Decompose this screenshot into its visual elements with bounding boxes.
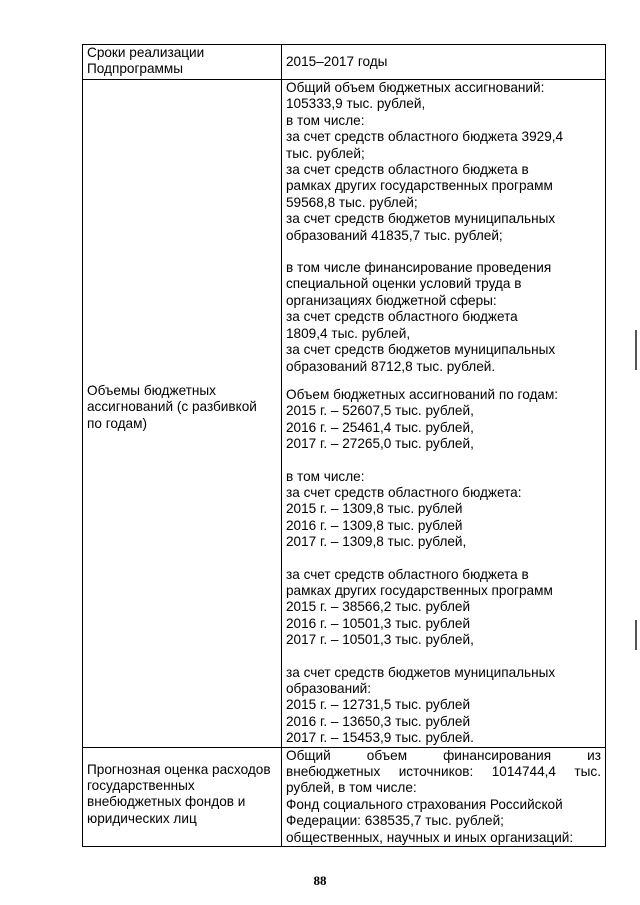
justified-line: внебюджетных источников: 1014744,4 тыс. — [286, 764, 601, 780]
other-programs-by-year-block: за счет средств областного бюджета в рамках других государственных программ 2015 г. – 38566,2 тыс. рублей 2016 г. – 10501,3 тыс. рублей 2017 г. – 10501,3 тыс. рублей, — [286, 566, 553, 648]
total-allocations-block: Общий объем бюджетных ассигнований: 105333,9 тыс. рублей, в том числе: за счет средств областного бюджета 3929,4 тыс. рублей; за счет средств областного бюджета в рамках других государственных программ 59568,8 тыс. рублей; за счет средств бюджетов муниципальных образований 41835,7 тыс. рублей; — [286, 80, 564, 243]
row-label-budget-allocations: Объемы бюджетных ассигнований (с разбивкой по годам) — [83, 80, 282, 748]
allocations-by-year-block: Объем бюджетных ассигнований по годам: 2015 г. – 52607,5 тыс. рублей, 2016 г. – 25461,4 тыс. рублей, 2017 г. – 27265,0 тыс. рублей, — [286, 386, 559, 452]
page-number: 88 — [313, 873, 327, 888]
row-value-extrabudgetary-estimate: Общий объем финансирования из внебюджетных источников: 1014744,4 тыс. рублей, в том числе: Фонд социального страхования Российской Федерации: 638535,7 тыс. рублей; общественных, научных и иных организаций: — [282, 747, 606, 846]
regional-budget-by-year-block: в том числе: за счет средств областного бюджета: 2015 г. – 1309,8 тыс. рублей 2016 г. – 1309,8 тыс. рублей 2017 г. – 1309,8 тыс. рублей, — [286, 468, 522, 550]
scan-edge-mark — [635, 620, 637, 650]
row-label-extrabudgetary-estimate: Прогнозная оценка расходов государственных внебюджетных фондов и юридических лиц — [83, 747, 282, 846]
municipal-budgets-by-year-block: за счет средств бюджетов муниципальных образований: 2015 г. – 12731,5 тыс. рублей 2016 г. – 13650,3 тыс. рублей 2017 г. – 15453,9 тыс. рублей. — [286, 664, 556, 746]
table-row — [83, 747, 606, 846]
row-value-budget-allocations — [282, 80, 606, 748]
labor-assessment-block: в том числе финансирование проведения специальной оценки условий труда в организациях бюджетной сферы: за счет средств областного бюджета 1809,4 тыс. рублей, за счет средств бюджетов муниципальных образований 8712,8 тыс. рублей. — [286, 260, 556, 374]
subprogram-passport-table — [82, 44, 606, 847]
scan-edge-mark — [635, 330, 637, 370]
table-row — [83, 45, 606, 80]
row-label-implementation-period: Сроки реализации Подпрограммы — [83, 45, 282, 80]
row-value-implementation-period: 2015–2017 годы — [282, 45, 606, 80]
table-row — [83, 80, 606, 748]
justified-line: Общий объем финансирования из — [286, 747, 601, 763]
